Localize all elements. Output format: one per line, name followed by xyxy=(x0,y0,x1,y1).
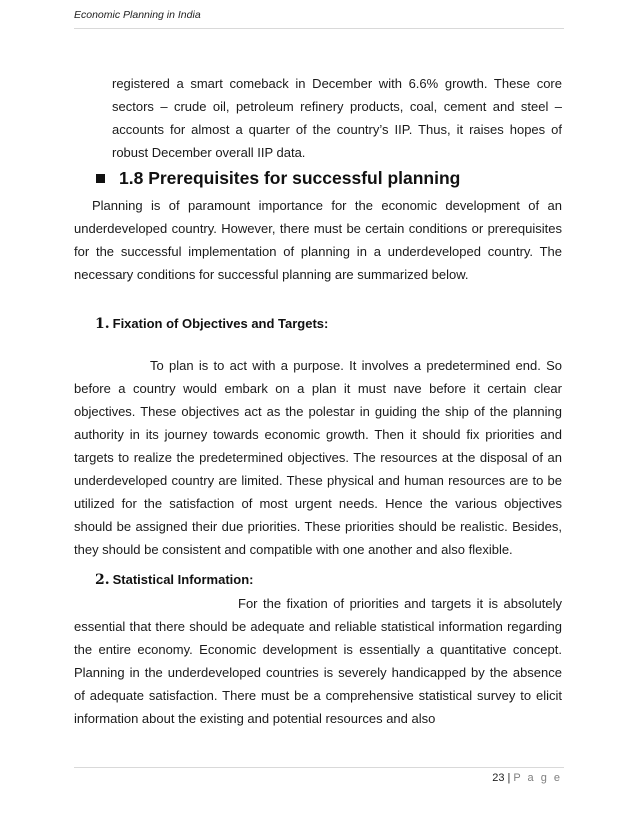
page-label: P a g e xyxy=(513,772,562,784)
footer-divider xyxy=(74,767,564,768)
section-heading xyxy=(96,168,460,189)
square-bullet-icon xyxy=(96,174,105,183)
section-heading-text: 1.8 Prerequisites for successful planning xyxy=(119,168,461,188)
footer-separator: | xyxy=(507,772,511,784)
subheading-2-number: 2. xyxy=(95,572,110,588)
subheading-2-title: Statistical Information: xyxy=(112,572,254,587)
subheading-1 xyxy=(95,316,328,332)
subheading-1-number: 1. xyxy=(95,316,110,332)
subheading-1-title: Fixation of Objectives and Targets: xyxy=(112,316,329,331)
item-2-paragraph: For the fixation of priorities and targets it is absolutely essential that there should be adequate and reliable statistical information regarding the entire economy. Economic development is essentially a quantitative concept. Planning in the underdeveloped countries is severely handicapped by the absence of adequate satisfaction. There must be a comprehensive statistical survey to elicit information about the existing and potential resources and also xyxy=(74,596,562,726)
page-footer xyxy=(492,772,562,784)
running-header: Economic Planning in India xyxy=(74,9,201,21)
item-1-paragraph: To plan is to act with a purpose. It involves a predetermined end. So before a country would embark on a plan it must nave before it certain clear objectives. These objectives act as the polestar in guiding the ship of the planning authority in its journey towards economic growth. Then it should fix priorities and targets to realize the predetermined objectives. The resources at the disposal of an underdeveloped country are limited. These physical and human resources are to be utilized for the satisfaction of most urgent needs. Hence the various objectives should be assigned their due priorities. These priorities should be realistic. Besides, they should be consistent and compatible with one another and also flexible. xyxy=(74,358,562,557)
header-divider xyxy=(74,28,564,29)
intro-paragraph: Planning is of paramount importance for the economic development of an underdeveloped country. However, there must be certain conditions or prerequisites for the successful implementation of planning in a underdeveloped country. The necessary conditions for successful planning are summarized below. xyxy=(74,198,562,282)
page-number: 23 xyxy=(492,772,505,784)
continuation-paragraph: registered a smart comeback in December with 6.6% growth. These core sectors – crude oil, petroleum refinery products, coal, cement and steel – accounts for almost a quarter of the country’s IIP. Thus, it raises hopes of robust December overall IIP data. xyxy=(112,76,562,160)
subheading-2 xyxy=(95,572,253,588)
